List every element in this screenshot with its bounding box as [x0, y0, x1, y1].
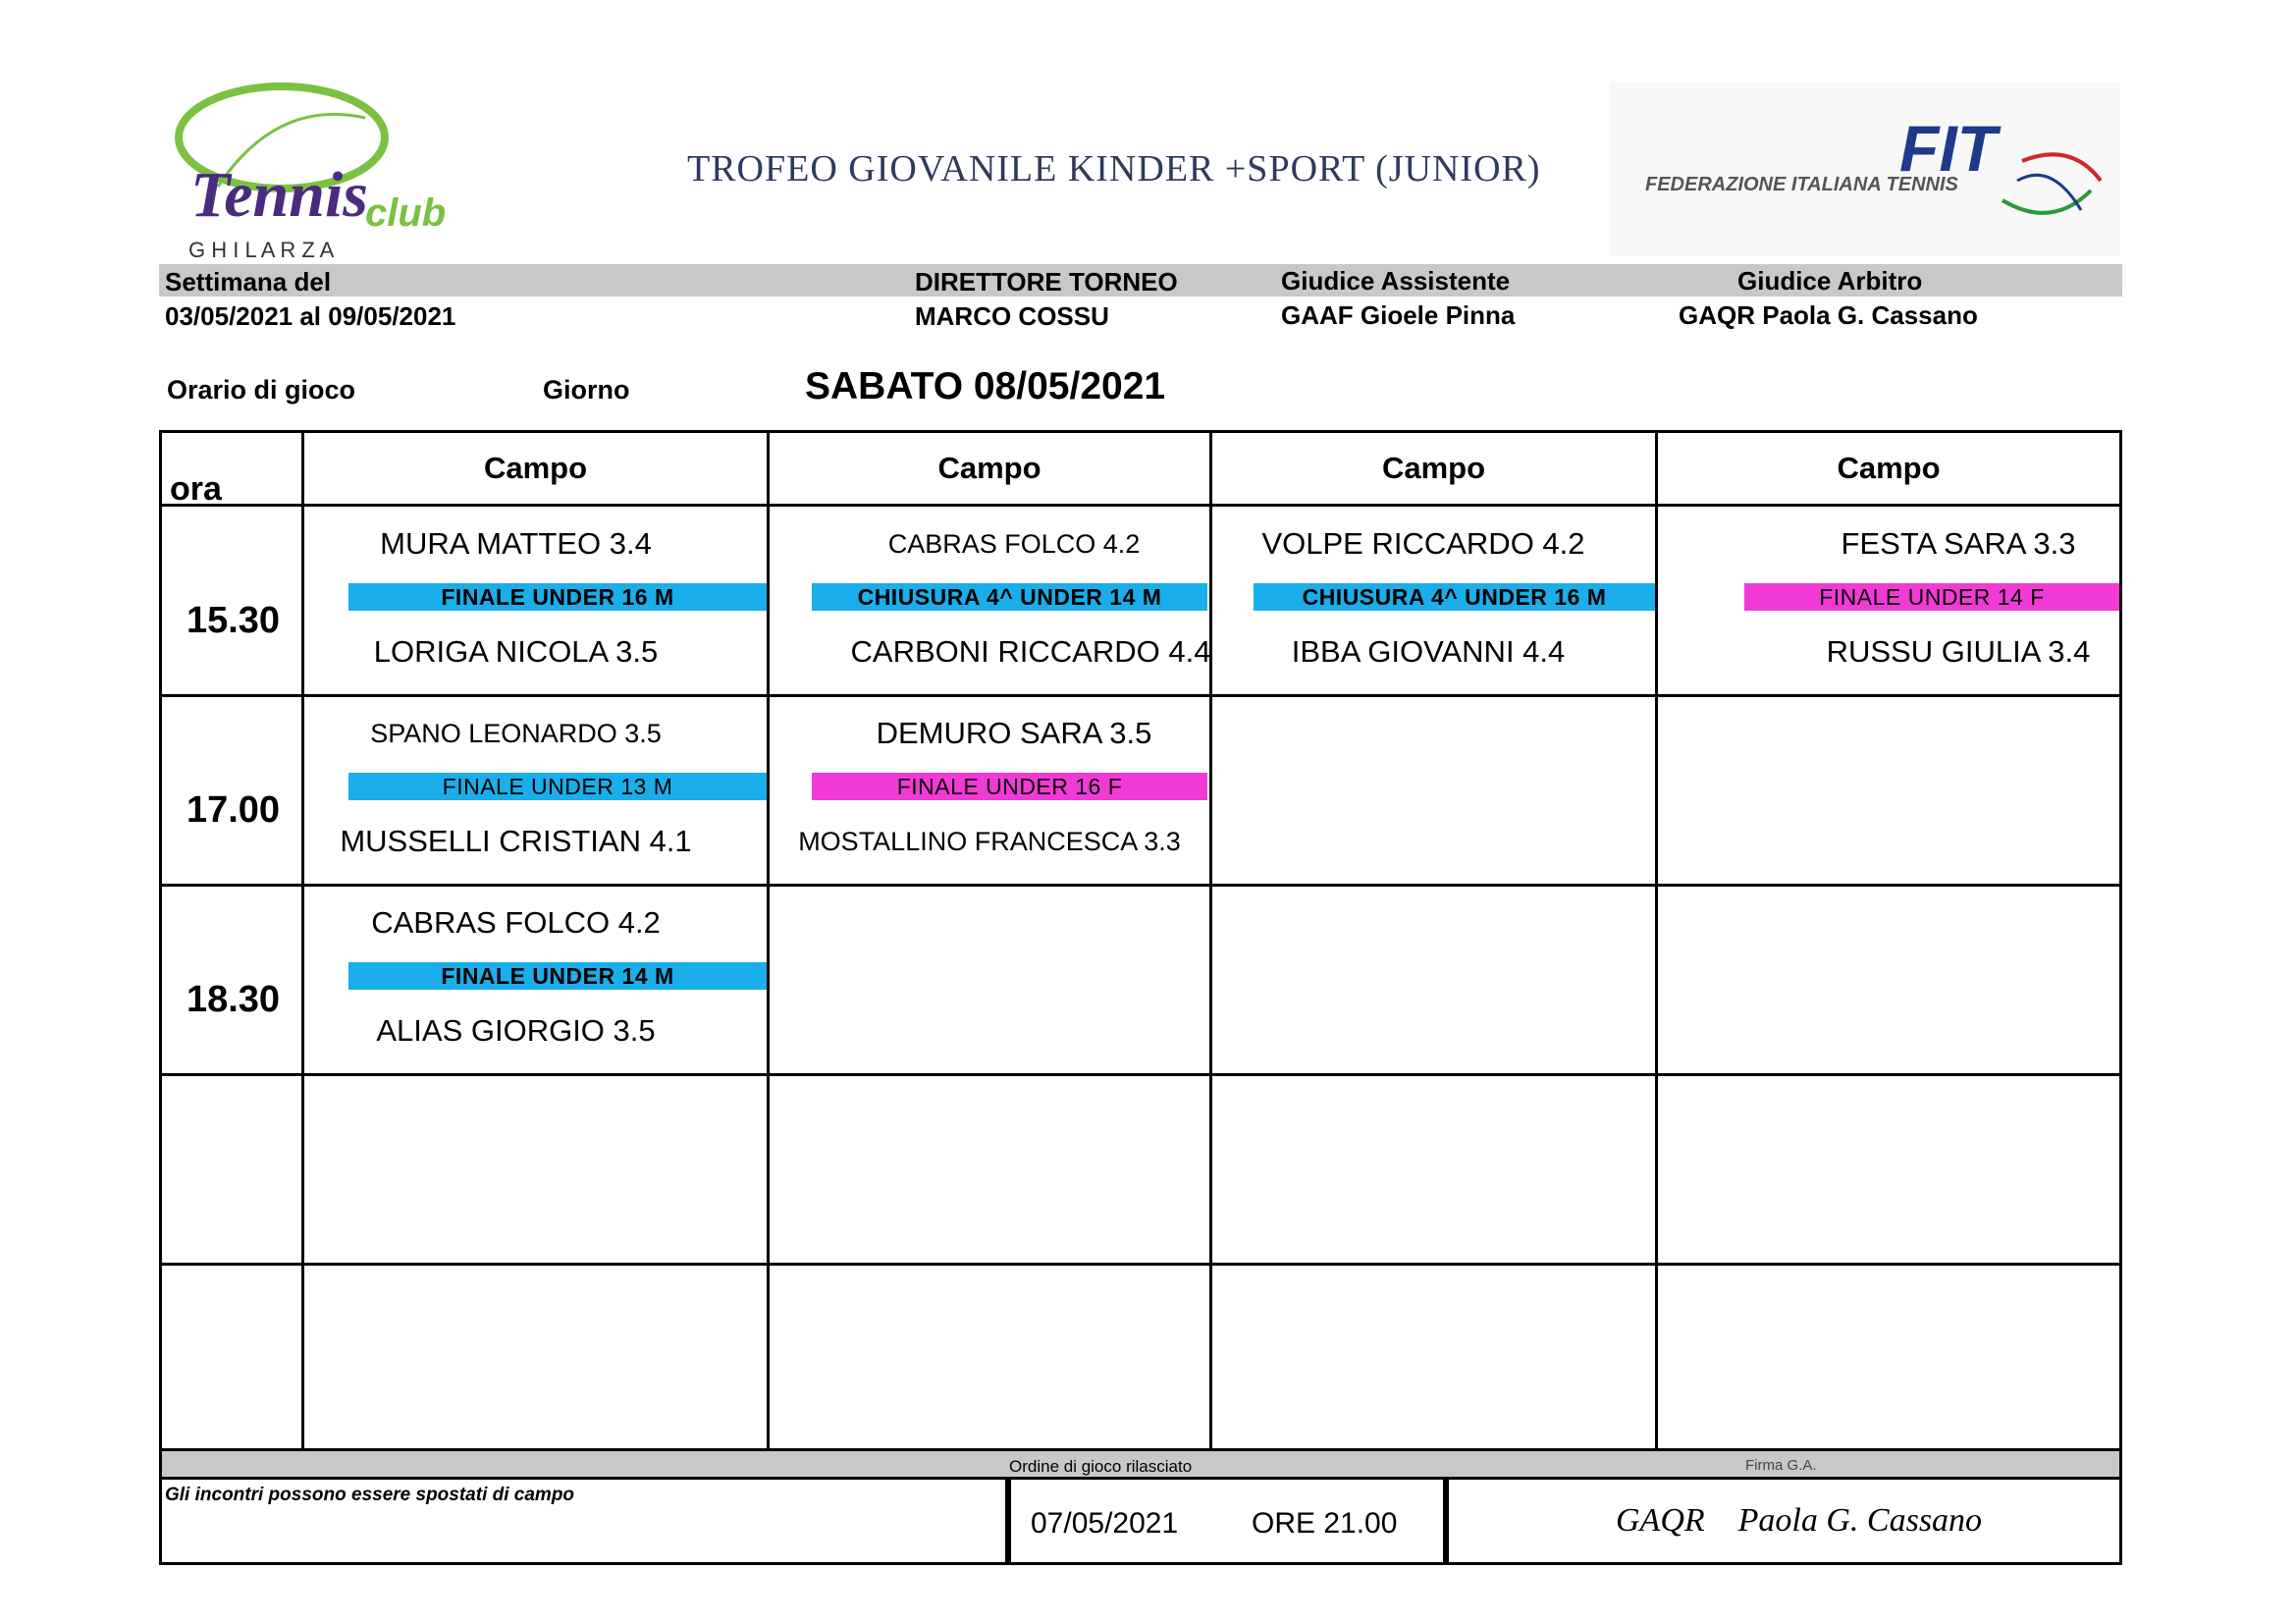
court-header-1: Campo: [483, 451, 588, 485]
logo-sub-text: club: [365, 191, 447, 235]
day-label: Giorno: [543, 375, 630, 405]
court-header-4: Campo: [1837, 451, 1941, 485]
match-category: FINALE UNDER 13 M: [348, 773, 767, 800]
schedule-grid: [159, 430, 2122, 1451]
match-category: FINALE UNDER 16 M: [348, 583, 767, 611]
tennis-club-logo: [159, 79, 467, 263]
director-label: DIRETTORE TORNEO: [915, 267, 1178, 297]
court-header-3: Campo: [1381, 451, 1486, 485]
match-player-2: IBBA GIOVANNI 4.4: [1291, 634, 1566, 669]
time-slot: 18.30: [186, 979, 281, 1020]
match-category: FINALE UNDER 14 M: [348, 962, 767, 990]
week-value: 03/05/2021 al 09/05/2021: [165, 301, 456, 331]
match-category: FINALE UNDER 16 F: [812, 773, 1207, 800]
footer-note: Gli incontri possono essere spostati di campo: [165, 1485, 575, 1505]
match-player-1: VOLPE RICCARDO 4.2: [1261, 526, 1585, 561]
logo-town-text: G H I L A R Z A: [188, 238, 335, 262]
day-value: SABATO 08/05/2021: [805, 365, 1166, 407]
court-header-2: Campo: [937, 451, 1041, 485]
match-category: CHIUSURA 4^ UNDER 14 M: [812, 583, 1207, 611]
referee-label: Giudice Arbitro: [1737, 266, 1923, 296]
fit-logo: [1610, 82, 2120, 255]
signature-label: Firma G.A.: [1745, 1457, 1817, 1474]
time-header: ora: [170, 470, 222, 508]
match-player-1: SPANO LEONARDO 3.5: [370, 719, 662, 748]
fit-name: FEDERAZIONE ITALIANA TENNIS: [1645, 174, 1958, 195]
match-player-2: MOSTALLINO FRANCESCA 3.3: [798, 827, 1181, 856]
assistant-value: GAAF Gioele Pinna: [1281, 300, 1516, 330]
match-player-1: CABRAS FOLCO 4.2: [887, 529, 1141, 559]
week-label: Settimana del: [165, 267, 332, 297]
logo-main-text: Tennis: [190, 159, 368, 231]
issued-date: 07/05/2021: [1031, 1507, 1179, 1540]
issued-label: Ordine di gioco rilasciato: [1009, 1457, 1193, 1476]
referee-value: GAQR Paola G. Cassano: [1679, 300, 1978, 330]
director-value: MARCO COSSU: [915, 301, 1109, 331]
assistant-label: Giudice Assistente: [1281, 266, 1511, 296]
time-slot: 17.00: [186, 789, 281, 831]
match-player-2: CARBONI RICCARDO 4.4: [850, 634, 1211, 669]
issued-time: ORE 21.00: [1252, 1507, 1398, 1540]
match-player-1: FESTA SARA 3.3: [1841, 526, 2076, 561]
signature: GAQR Paola G. Cassano: [1616, 1502, 1983, 1539]
match-player-2: LORIGA NICOLA 3.5: [373, 634, 659, 669]
fit-acronym: FIT: [1899, 112, 1997, 185]
match-player-1: CABRAS FOLCO 4.2: [371, 905, 661, 940]
match-player-2: ALIAS GIORGIO 3.5: [376, 1013, 656, 1048]
match-category: CHIUSURA 4^ UNDER 16 M: [1254, 583, 1655, 611]
schedule-label: Orario di gioco: [167, 375, 356, 405]
match-player-2: MUSSELLI CRISTIAN 4.1: [340, 824, 692, 858]
match-player-1: MURA MATTEO 3.4: [380, 526, 652, 561]
tournament-title: TROFEO GIOVANILE KINDER +SPORT (JUNIOR): [687, 148, 1541, 189]
match-player-1: DEMURO SARA 3.5: [876, 716, 1152, 750]
match-category: FINALE UNDER 14 F: [1744, 583, 2119, 611]
time-slot: 15.30: [186, 600, 281, 641]
match-player-2: RUSSU GIULIA 3.4: [1826, 634, 2091, 669]
